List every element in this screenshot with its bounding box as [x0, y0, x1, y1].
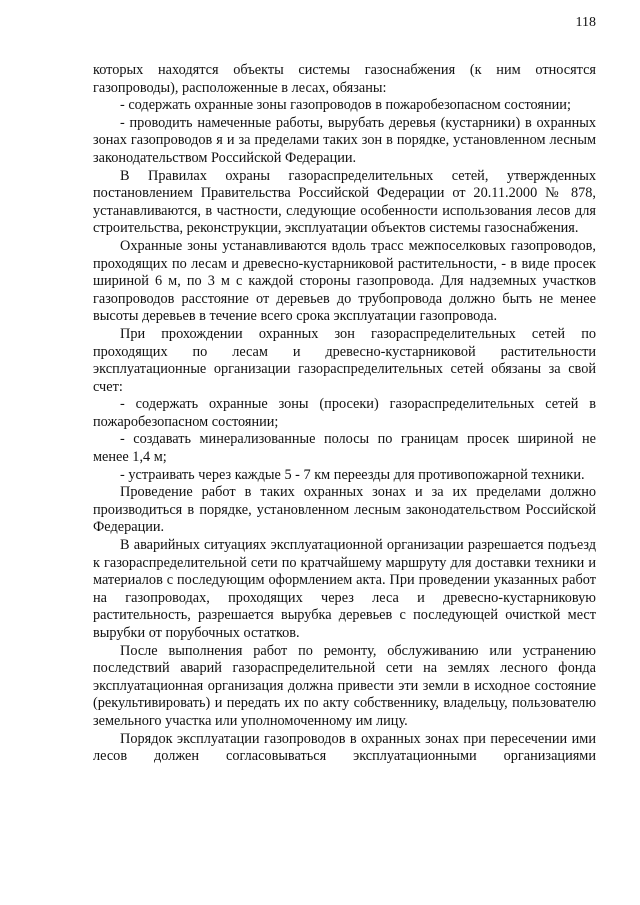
paragraph: Охранные зоны устанавливаются вдоль трасс межпоселковых газопроводов, проходящих по лесам и древесно-кустарниковой растительности, - в виде просек шириной 6 м, по 3 м с каждой стороны газопровода. Для надземных участков газопроводов расстояние от деревьев до трубопровода должно быть не менее высоты деревьев в течение всего срока эксплуатации газопровода. [93, 237, 596, 325]
paragraph: - проводить намеченные работы, вырубать деревья (кустарники) в охранных зонах газопроводов я и за пределами таких зон в порядке, установленном лесным законодательством Российской Федерации. [93, 114, 596, 166]
page-number: 118 [575, 15, 596, 30]
paragraph: - устраивать через каждые 5 - 7 км переезды для противопожарной техники. [120, 466, 585, 483]
paragraph: которых находятся объекты системы газоснабжения (к ним относятся газопроводы), расположенные в лесах, обязаны: [93, 62, 596, 96]
paragraph: - содержать охранные зоны газопроводов в пожаробезопасном состоянии; [120, 97, 571, 114]
paragraph: - содержать охранные зоны (просеки) газораспределительных сетей в пожаробезопасном состоянии; [93, 396, 596, 430]
paragraph: В Правилах охраны газораспределительных сетей, утвержденных постановлением Правительства Российской Федерации от 20.11.2000 № 878, устанавливаются, в частности, следующие особенности использования лесов для строительства, реконструкции, эксплуатации объектов системы газоснабжения. [93, 167, 596, 237]
paragraph: После выполнения работ по ремонту, обслуживанию или устранению последствий аварий газораспределительной сети на землях лесного фонда эксплуатационная организация должна привести эти земли в исходное состояние (рекультивировать) и передать их по акту собственнику, владельцу, пользователю земельного участка или уполномоченному им лицу. [93, 642, 596, 729]
paragraph: Порядок эксплуатации газопроводов в охранных зонах при пересечении ими лесов должен согласовываться эксплуатационными организациями [93, 730, 596, 765]
body-text [93, 62, 596, 766]
paragraph: Проведение работ в таких охранных зонах и за их пределами должно производиться в порядке, установленном лесным законодательством Российской Федерации. [93, 484, 596, 536]
paragraph: При прохождении охранных зон газораспределительных сетей по проходящих по лесам и древесно-кустарниковой растительности эксплуатационные организации газораспределительных сетей обязаны за свой счет: [93, 325, 596, 395]
paragraph: - создавать минерализованные полосы по границам просек шириной не менее 1,4 м; [93, 431, 596, 466]
paragraph: В аварийных ситуациях эксплуатационной организации разрешается подъезд к газораспределительной сети по кратчайшему маршруту для доставки техники и материалов с последующим оформлением акта. При проведении указанных работ на газопроводах, проходящих через леса и древесно-кустарниковую растительность, разрешается вырубка деревьев с последующей очисткой мест вырубки от порубочных остатков. [93, 537, 596, 641]
